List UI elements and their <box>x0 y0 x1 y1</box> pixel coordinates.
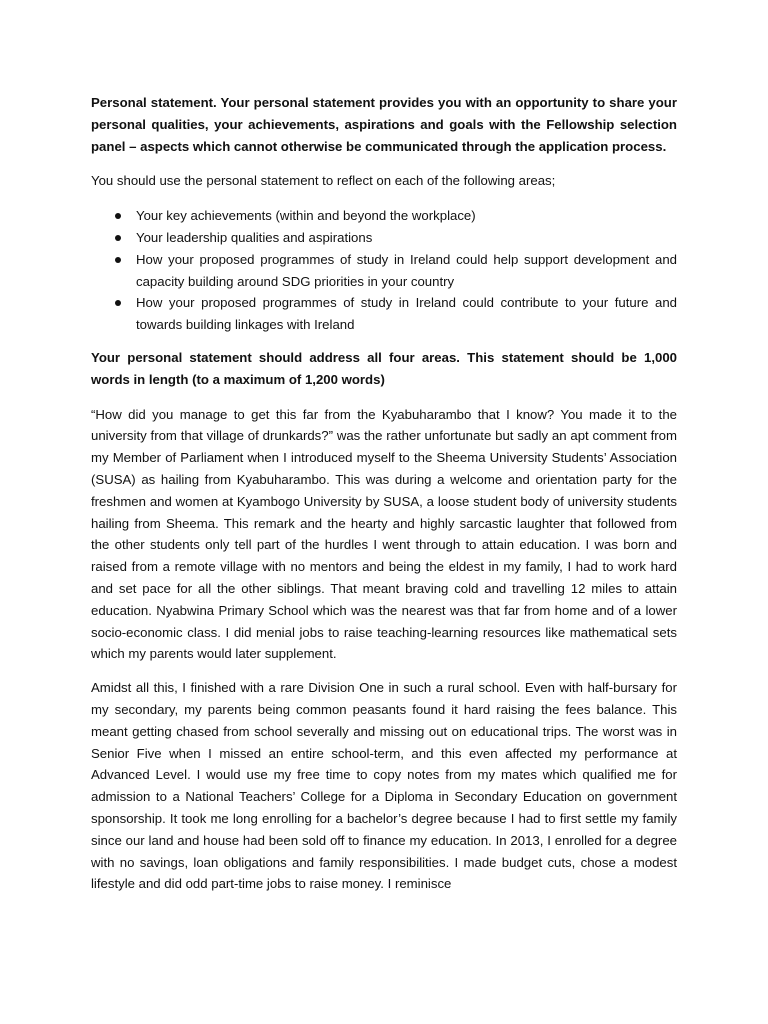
intro-instruction: You should use the personal statement to reflect on each of the following areas; <box>91 173 556 189</box>
requirement-note: Your personal statement should address all four areas. This statement should be 1,000 words in length (to a maximum of 1,200 words) <box>91 349 677 387</box>
list-item-text: How your proposed programmes of study in Ireland could help support development and capacity building around SDG priorities in your country <box>136 251 677 289</box>
list-item <box>91 205 677 227</box>
list-item-text: How your proposed programmes of study in Ireland could contribute to your future and towards building linkages with Ireland <box>136 295 677 333</box>
statement-paragraph-1: “How did you manage to get this far from the Kyabuharambo that I know? You made it to the university from that village of drunkards?” was the rather unfortunate but sadly an apt comment from my Member of Parliament when I introduced myself to the Sheema University Students’ Association (SUSA) as hailing from Kyabuharambo. This was during a welcome and orientation party for the freshmen and women at Kyambogo University by SUSA, a loose student body of university students hailing from Sheema. This remark and the hearty and highly sarcastic laughter that followed from the other students only tell part of the hurdles I went through to attain education. I was born and raised from a remote village with no mentors and being the eldest in my family, I had to work hard and set pace for all the other siblings. That meant braving cold and travelling 12 miles to attain education. Nyabwina Primary School which was the nearest was that far from home and of a lower socio-economic class. I did menial jobs to raise teaching-learning resources like mathematical sets which my parents would later supplement. <box>91 406 677 662</box>
statement-paragraph-2: Amidst all this, I finished with a rare Division One in such a rural school. Even with half-bursary for my secondary, my parents being common peasants found it hard raising the fees balance. This meant getting chased from school severally and missing out on educational trips. The worst was in Senior Five when I missed an entire school-term, and this even affected my performance at Advanced Level. I would use my free time to copy notes from my mates which qualified me for admission to a National Teachers’ College for a Diploma in Secondary Education on government sponsorship. It took me long enrolling for a bachelor’s degree because I had to first settle my family since our land and house had been sold off to finance my education. In 2013, I enrolled for a degree with no savings, loan obligations and family responsibilities. I made budget cuts, chose a modest lifestyle and did odd part-time jobs to raise money. I reminisce <box>91 680 677 892</box>
areas-list <box>91 205 677 336</box>
list-item <box>91 249 677 293</box>
list-item <box>91 292 677 336</box>
list-item-text: Your leadership qualities and aspirations <box>136 229 373 245</box>
bullet-icon <box>115 300 121 306</box>
document-page <box>91 92 677 907</box>
bullet-icon <box>115 257 121 263</box>
bullet-icon <box>115 213 121 219</box>
intro-heading: Personal statement. Your personal statement provides you with an opportunity to share your personal qualities, your achievements, aspirations and goals with the Fellowship selection panel – aspects which cannot otherwise be communicated through the application process. <box>91 95 677 154</box>
list-item-text: Your key achievements (within and beyond the workplace) <box>136 208 476 224</box>
bullet-icon <box>115 235 121 241</box>
list-item <box>91 227 677 249</box>
